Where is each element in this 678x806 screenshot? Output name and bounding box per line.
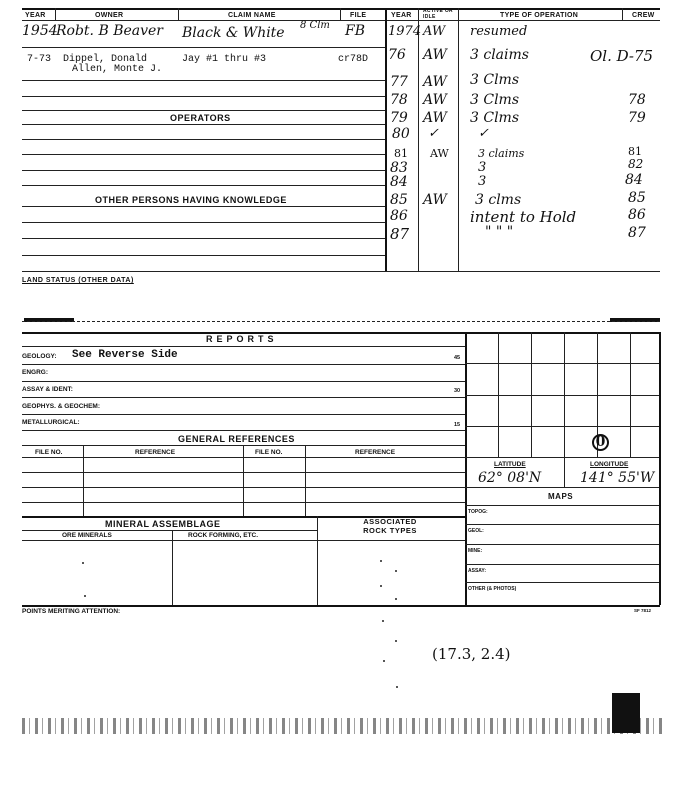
rule-maps-2 [465, 544, 659, 545]
rule-owner-3 [22, 96, 385, 97]
rule-op-3 [22, 170, 385, 171]
grid-right-border [659, 332, 661, 605]
rule-other-1 [22, 206, 385, 207]
rule-metallurgical [22, 430, 465, 431]
rule-assay [22, 397, 465, 398]
scan-dot [395, 640, 397, 642]
maps-mine: MINE: [468, 548, 483, 554]
op-row-2-active: AW [423, 47, 447, 63]
op-row-7-year: 81 [394, 147, 408, 160]
scan-blot-bottom [612, 693, 640, 733]
op-row-12-type: " " " [485, 224, 514, 240]
mineral-col-2 [317, 516, 318, 605]
rule-latlong [465, 487, 659, 488]
num-30: 30 [454, 388, 461, 394]
scan-dot [395, 570, 397, 572]
op-row-6-year: 80 [392, 126, 410, 142]
section-associated-rock: ASSOCIATED ROCK TYPES [363, 517, 417, 535]
circle-mark: 0 [592, 434, 609, 451]
ore-minerals-label: ORE MINERALS [62, 532, 112, 539]
op-row-9-year: 84 [390, 174, 408, 190]
owner-row-1-owner: Robt. B Beaver [56, 23, 164, 39]
num-15: 15 [454, 422, 461, 428]
op-row-9-crew: 84 [625, 172, 643, 188]
op-row-10-crew: 85 [628, 190, 646, 206]
divider-active [458, 8, 459, 272]
header-file: FILE [350, 12, 367, 19]
op-row-2-crew: Ol. D-75 [590, 47, 654, 65]
op-row-8-type: 3 [478, 160, 487, 175]
rule-mineral-bottom [22, 605, 660, 607]
grid-row-2 [465, 395, 659, 396]
op-row-8-crew: 82 [628, 157, 644, 171]
maps-topog: TOPOG: [468, 509, 488, 515]
divider-main [385, 8, 387, 272]
ref-col-3 [305, 445, 306, 517]
scan-noise-band [22, 718, 662, 734]
ref-col-2 [243, 445, 244, 517]
op-row-1-year: 1974 [388, 24, 422, 39]
op-row-2-type: 3 claims [470, 47, 529, 63]
owner-row-1-year: 1954 [22, 23, 58, 39]
engrg-label: ENGRG: [22, 369, 48, 376]
scan-dot [380, 560, 382, 562]
metallurgical-label: METALLURGICAL: [22, 419, 80, 426]
op-row-10-year: 85 [390, 192, 408, 208]
header-claim-name: CLAIM NAME [228, 12, 276, 19]
op-row-7-crew: 81 [628, 145, 642, 158]
owner-row-1-extra: 8 Clm [300, 20, 330, 31]
rule-other-3 [22, 238, 385, 239]
mineral-col-1 [172, 530, 173, 605]
op-row-4-active: AW [423, 92, 447, 108]
maps-other: OTHER (& PHOTOS) [468, 586, 517, 592]
rule-reports-top [22, 321, 660, 322]
op-row-11-year: 86 [390, 208, 408, 224]
rule-operators [22, 124, 385, 125]
rule-other-4 [22, 255, 385, 256]
rock-forming-label: ROCK FORMING, ETC. [188, 532, 259, 539]
rule-op-2 [22, 154, 385, 155]
rule-maps-4 [465, 582, 659, 583]
header-type-of-operation: TYPE OF OPERATION [500, 12, 579, 19]
rule-owner-2 [22, 80, 385, 81]
coordinate-note: (17.3, 2.4) [432, 645, 511, 663]
op-row-5-type: 3 Clms [470, 110, 520, 126]
latlong-divider [564, 457, 565, 487]
divider-year2 [418, 8, 419, 272]
latitude-label: LATITUDE [494, 461, 526, 468]
op-row-5-active: AW [423, 110, 447, 126]
grid-row-4 [465, 457, 659, 458]
divider-year [55, 8, 56, 20]
section-mineral-assemblage: MINERAL ASSEMBLAGE [105, 519, 221, 529]
rule-maps-1 [465, 524, 659, 525]
op-row-7-type: 3 claims [478, 147, 525, 160]
header-year-2: YEAR [391, 12, 412, 19]
section-operators: OPERATORS [170, 113, 231, 123]
divider-owner [178, 8, 179, 20]
scan-dot [395, 598, 397, 600]
latitude-value: 62° 08'N [478, 470, 542, 486]
header-bottom-line [22, 20, 660, 21]
op-row-11-crew: 86 [628, 207, 646, 223]
ref-file-no: FILE NO. [35, 449, 63, 456]
owner-row-2-year: 7-73 [27, 54, 52, 65]
longitude-value: 141° 55'W [580, 470, 655, 486]
op-row-5-crew: 79 [628, 110, 646, 126]
op-row-4-crew: 78 [628, 92, 646, 108]
op-row-10-active: AW [423, 192, 447, 208]
longitude-label: LONGITUDE [590, 461, 629, 468]
section-reports: REPORTS [206, 334, 278, 344]
section-maps: MAPS [548, 492, 574, 501]
scan-dot [382, 620, 384, 622]
op-row-6-type: ✓ [478, 126, 489, 141]
scan-dot [84, 595, 86, 597]
rule-geophys [22, 414, 465, 415]
rule-engrg [22, 381, 465, 382]
op-row-12-year: 87 [390, 225, 410, 243]
owner-row-3-owner: Allen, Monte J. [72, 64, 163, 75]
divider-claim [340, 8, 341, 20]
rule-reports-head [22, 346, 465, 347]
op-row-10-type: 3 clms [475, 192, 522, 208]
rule-bottom [22, 271, 660, 272]
rule-op-1 [22, 139, 385, 140]
op-row-11-type: intent to Hold [470, 208, 577, 226]
geology-label: GEOLOGY: [22, 353, 57, 360]
op-row-3-active: AW [423, 74, 447, 90]
owner-row-1-file: FB [345, 23, 366, 39]
op-row-9-type: 3 [478, 174, 487, 189]
scan-dot [82, 562, 84, 564]
op-row-1-active: AW [423, 24, 446, 39]
owner-row-2-owner: Dippel, Donald [63, 54, 148, 65]
owner-row-2-file: cr78D [338, 54, 369, 65]
op-row-4-type: 3 Clms [470, 92, 520, 108]
section-other-persons: OTHER PERSONS HAVING KNOWLEDGE [95, 195, 287, 205]
divider-crew [622, 8, 623, 20]
rule-mineral-sub [22, 540, 465, 541]
op-row-5-year: 79 [390, 110, 408, 126]
owner-row-1-claim: Black & White [182, 25, 285, 41]
rule-maps-3 [465, 564, 659, 565]
op-row-12-crew: 87 [628, 225, 646, 241]
num-45: 45 [454, 355, 461, 361]
header-year: YEAR [25, 12, 46, 19]
scan-dot [383, 660, 385, 662]
geology-value: See Reverse Side [72, 349, 178, 361]
ref-reference: REFERENCE [135, 449, 176, 456]
op-row-7-active: AW [430, 147, 449, 160]
scan-dot [380, 585, 382, 587]
rule-op-4 [22, 185, 385, 186]
op-row-3-type: 3 Clms [470, 72, 520, 88]
maps-assay: ASSAY: [468, 568, 487, 574]
op-row-6-active: ✓ [428, 126, 439, 141]
header-active: ACTIVE OR IDLE [423, 8, 453, 20]
header-crew: CREW [632, 12, 655, 19]
form-number: SF 7812 [634, 608, 652, 613]
op-row-1-type: resumed [470, 24, 528, 39]
grid-row-3 [465, 426, 659, 427]
ref-col-1 [83, 445, 84, 517]
op-row-3-year: 77 [390, 74, 408, 90]
grid-row-1 [465, 363, 659, 364]
rule-mineral-head [22, 530, 317, 531]
ref-file-no-2: FILE NO. [255, 449, 283, 456]
points-meriting-label: POINTS MERITING ATTENTION: [22, 608, 121, 615]
header-owner: OWNER [95, 12, 124, 19]
rule-maps-head [465, 505, 659, 506]
assay-label: ASSAY & IDENT: [22, 386, 73, 393]
rule-owner-1 [22, 47, 385, 48]
owner-row-2-claim: Jay #1 thru #3 [182, 54, 267, 65]
geophys-label: GEOPHYS. & GEOCHEM: [22, 403, 101, 410]
rule-owner-4 [22, 110, 385, 111]
op-row-8-year: 83 [390, 160, 408, 176]
maps-geol: GEOL: [468, 528, 484, 534]
op-row-4-year: 78 [390, 92, 408, 108]
rule-other-2 [22, 222, 385, 223]
ref-reference-2: REFERENCE [355, 449, 396, 456]
section-general-references: GENERAL REFERENCES [178, 434, 295, 444]
scan-dot [396, 686, 398, 688]
op-row-2-year: 76 [388, 47, 406, 63]
section-land-status: LAND STATUS (OTHER DATA) [22, 277, 134, 284]
rule-geology [22, 364, 465, 365]
top-border [22, 8, 660, 10]
